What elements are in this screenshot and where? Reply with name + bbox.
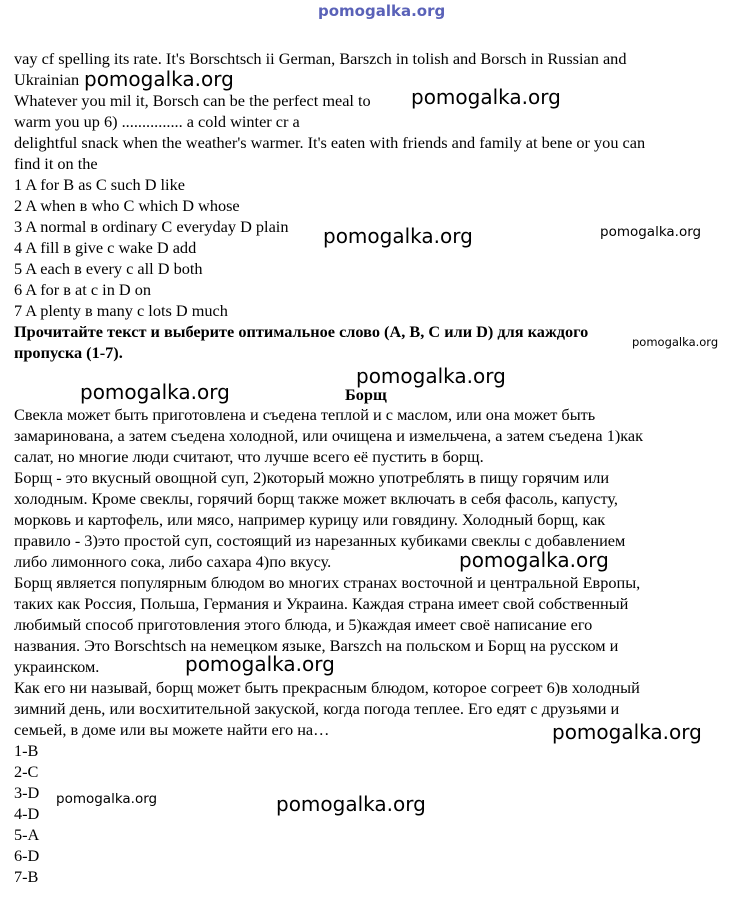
watermark-top: pomogalka.org	[318, 2, 446, 20]
watermark-1: pomogalka.org	[84, 67, 234, 91]
option-line-5: 5 A each в every c all D both	[14, 259, 203, 278]
watermark-3: pomogalka.org	[323, 224, 473, 248]
english-line-6: find it on the	[14, 154, 98, 173]
russian-line-12: названия. Это Borschtsch на немецком языке, Barszch на польском и Борщ на русском и	[14, 636, 619, 655]
russian-line-4: Борщ - это вкусный овощной суп, 2)который можно употреблять в пищу горячим или	[14, 468, 610, 487]
option-line-3: 3 A normal в ordinary C everyday D plain	[14, 217, 289, 236]
answer-3: 3-D	[14, 783, 40, 802]
watermark-12: pomogalka.org	[276, 792, 426, 816]
watermark-9: pomogalka.org	[185, 652, 335, 676]
watermark-11: pomogalka.org	[56, 791, 158, 807]
russian-line-11: любимый способ приготовления этого блюда, и 5)каждая имеет своё написание его	[14, 615, 593, 634]
russian-line-13: украинском.	[14, 657, 100, 676]
watermark-2: pomogalka.org	[411, 85, 561, 109]
option-line-6: 6 A for в at c in D on	[14, 280, 152, 299]
answer-5: 5-A	[14, 825, 40, 844]
watermark-7: pomogalka.org	[356, 364, 506, 388]
russian-line-14: Как его ни называй, борщ может быть прекрасным блюдом, которое согреет 6)в холодный	[14, 678, 640, 697]
russian-line-16: семьей, в доме или вы можете найти его на…	[14, 720, 330, 739]
russian-line-10: таких как Россия, Польша, Германия и Украина. Каждая страна имеет свой собственный	[14, 594, 629, 613]
answer-7: 7-B	[14, 867, 39, 886]
watermark-10: pomogalka.org	[552, 720, 702, 744]
watermark-6: pomogalka.org	[80, 380, 230, 404]
watermark-8: pomogalka.org	[459, 548, 609, 572]
answer-1: 1-B	[14, 741, 39, 760]
english-line-2: Ukrainian	[14, 70, 80, 89]
watermark-5: pomogalka.org	[632, 335, 719, 349]
russian-line-2: замаринована, а затем съедена холодной, или очищена и измельчена, а затем съедена 1)как	[14, 426, 644, 445]
option-line-2: 2 A when в who C which D whose	[14, 196, 240, 215]
task-line-1: Прочитайте текст и выберите оптимальное слово (A, B, C или D) для каждого	[14, 322, 589, 341]
russian-line-15: зимний день, или восхитительной закуской, когда погода теплее. Его едят с друзьями и	[14, 699, 620, 718]
russian-title: Борщ	[345, 385, 387, 404]
russian-line-8: либо лимонного сока, либо сахара 4)по вкусу.	[14, 552, 332, 571]
russian-line-9: Борщ является популярным блюдом во многих странах восточной и центральной Европы,	[14, 573, 641, 592]
task-line-2: пропуска (1-7).	[14, 343, 123, 362]
english-line-1: vay cf spelling its rate. It's Borschtsch ii German, Barszch in tolish and Borsch in Russian and	[14, 49, 627, 68]
english-line-3: Whatever you mil it, Borsch can be the perfect meal to	[14, 91, 371, 110]
russian-line-5: холодным. Кроме свеклы, горячий борщ также может включать в себя фасоль, капусту,	[14, 489, 618, 508]
russian-line-6: морковь и картофель, или мясо, например курицу или говядину. Холодный борщ, как	[14, 510, 606, 529]
watermark-4: pomogalka.org	[600, 224, 702, 240]
answer-6: 6-D	[14, 846, 40, 865]
option-line-7: 7 A plenty в many c lots D much	[14, 301, 228, 320]
answer-4: 4-D	[14, 804, 40, 823]
answer-2: 2-C	[14, 762, 39, 781]
option-line-1: 1 A for B as C such D like	[14, 175, 185, 194]
english-line-4: warm you up 6) ............... a cold winter cr a	[14, 112, 300, 131]
option-line-4: 4 A fill в give c wake D add	[14, 238, 197, 257]
russian-line-7: правило - 3)это простой суп, состоящий из нарезанных кубиками свеклы с добавлением	[14, 531, 626, 550]
russian-line-3: салат, но многие люди считают, что лучше всего её пустить в борщ.	[14, 447, 484, 466]
russian-line-1: Свекла может быть приготовлена и съедена теплой и с маслом, или она может быть	[14, 405, 596, 424]
english-line-5: delightful snack when the weather's warmer. It's eaten with friends and family at bene or you can	[14, 133, 646, 152]
